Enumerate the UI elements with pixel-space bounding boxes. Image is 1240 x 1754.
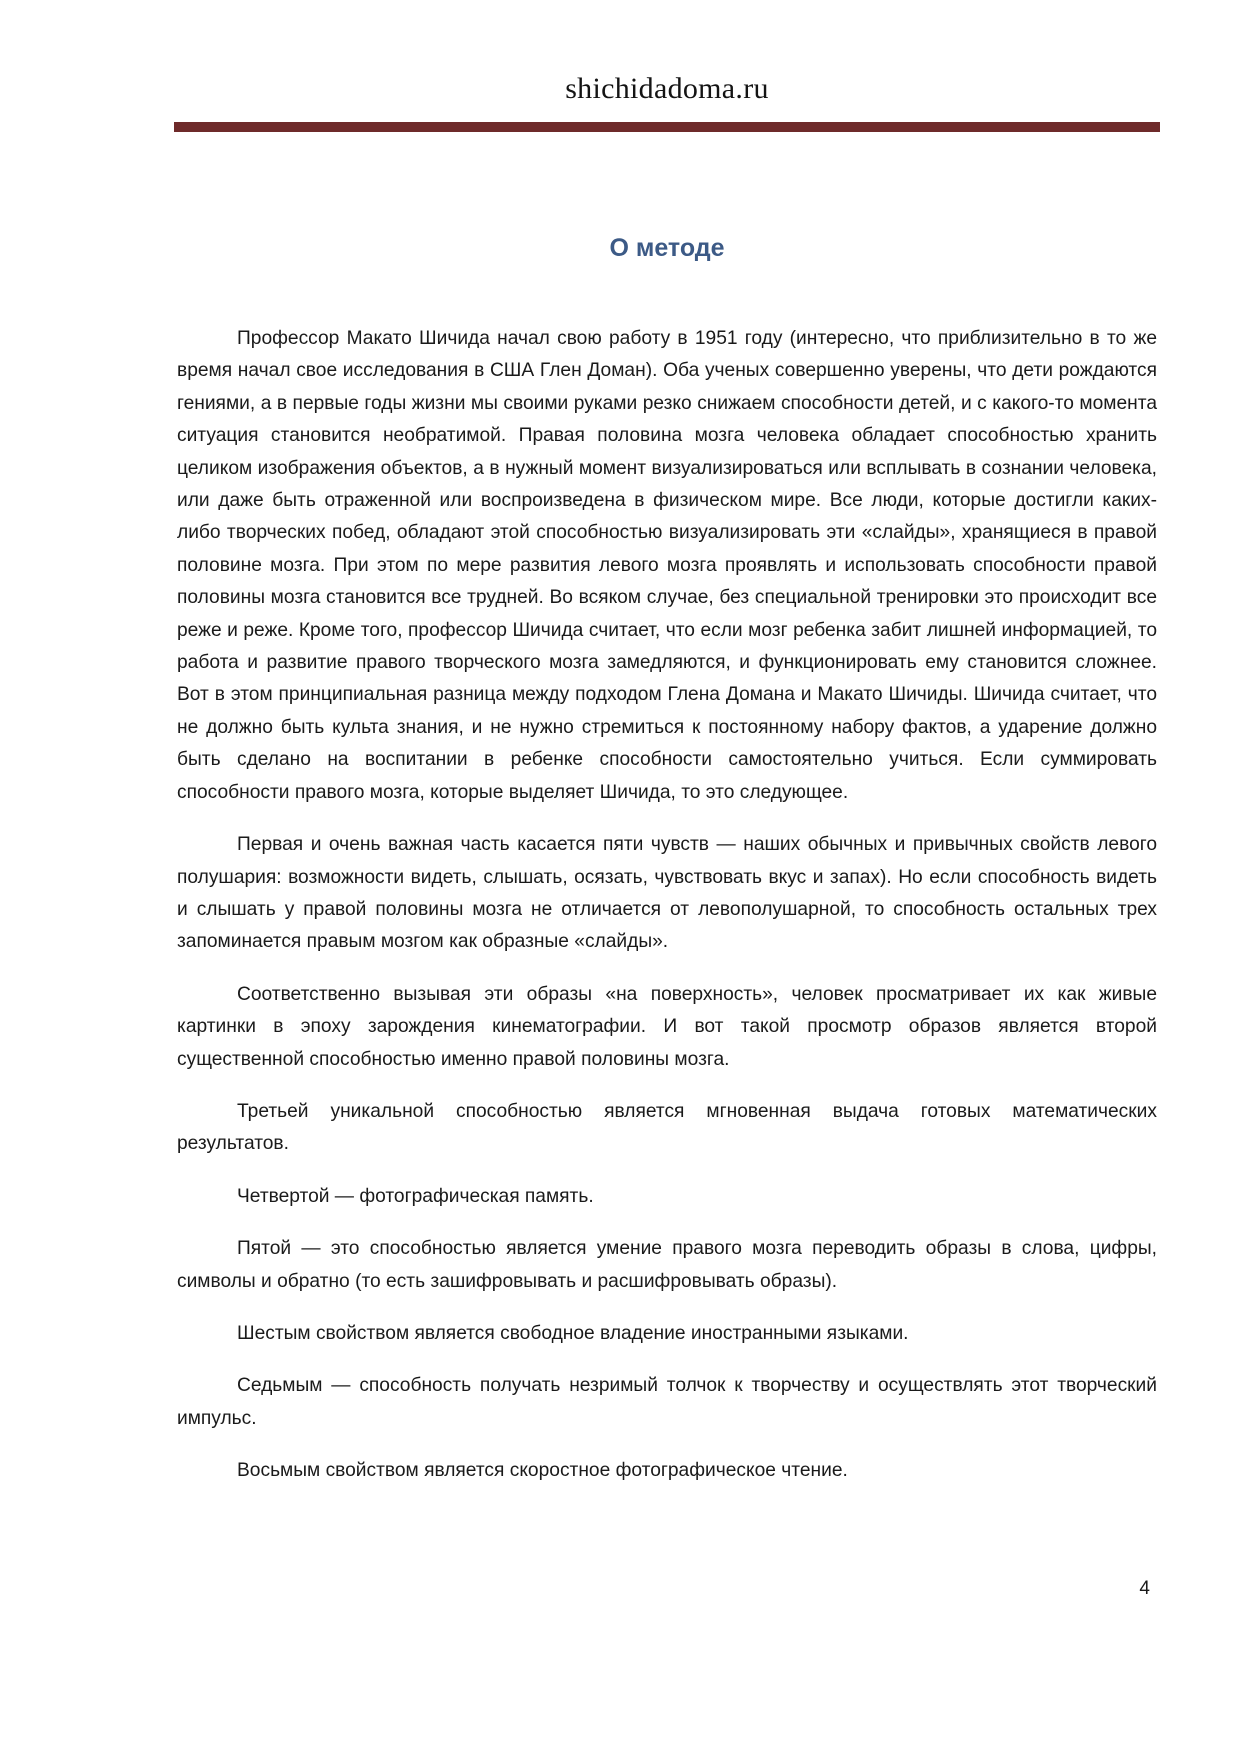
page-title: О методе (609, 234, 725, 262)
paragraph-seventh-ability: Седьмым — способность получать незримый толчок к творчеству и осуществлять этот творческий импульс. (177, 1375, 1157, 1429)
header-divider (174, 122, 1160, 132)
paragraph-fourth-ability: Четвертой — фотографическая память. (237, 1185, 594, 1207)
page-number: 4 (1139, 1578, 1150, 1599)
paragraph-sixth-ability: Шестым свойством является свободное владение иностранными языками. (237, 1322, 909, 1344)
site-header: shichidadoma.ru (565, 72, 769, 105)
paragraph-intro: Профессор Макато Шичида начал свою работу в 1951 году (интересно, что приблизительно в то же время начал свое исследования в США Глен Доман). Оба ученых совершенно уверены, что дети рождаются гениями, а в первые годы жизни мы своими руками резко снижаем способности детей, и с какого-то момента ситуация становится необратимой. Правая половина мозга человека обладает способностью хранить целиком изображения объектов, а в нужный момент визуализироваться или всплывать в сознании человека, или даже быть отраженной или воспроизведена в физическом мире. Все люди, которые достигли каких-либо творческих побед, обладают этой способностью визуализировать эти «слайды», хранящиеся в правой половине мозга. При этом по мере развития левого мозга проявлять и использовать способности правой половины мозга становится все трудней. Во всяком случае, без специальной тренировки это происходит все реже и реже. Кроме того, профессор Шичида считает, что если мозг ребенка забит лишней информацией, то работа и развитие правого творческого мозга замедляются, и функционировать ему становится сложнее. Вот в этом принципиальная разница между подходом Глена Домана и Макато Шичиды. Шичида считает, что не должно быть культа знания, и не нужно стремиться к постоянному набору фактов, а ударение должно быть сделано на воспитании в ребенке способности самостоятельно учиться. Если суммировать способности правого мозга, которые выделяет Шичида, то это следующее. (177, 328, 1157, 803)
paragraph-eighth-ability: Восьмым свойством является скоростное фотографическое чтение. (237, 1460, 848, 1482)
paragraph-fifth-ability: Пятой — это способностью является умение правого мозга переводить образы в слова, цифры, символы и обратно (то есть зашифровывать и расшифровывать образы). (177, 1238, 1157, 1292)
article-body (177, 323, 1157, 1508)
paragraph-first-ability: Первая и очень важная часть касается пяти чувств — наших обычных и привычных свойств левого полушария: возможности видеть, слышать, осязать, чувствовать вкус и запах). Но если способность видеть и слышать у правой половины мозга не отличается от левополушарной, то способность остальных трех запоминается правым мозгом как образные «слайды». (177, 834, 1157, 953)
paragraph-third-ability: Третьей уникальной способностью является мгновенная выдача готовых математических результатов. (177, 1100, 1157, 1155)
paragraph-second-ability: Соответственно вызывая эти образы «на поверхность», человек просматривает их как живые картинки в эпоху зарождения кинематографии. И вот такой просмотр образов является второй существенной способностью именно правой половины мозга. (177, 983, 1157, 1070)
